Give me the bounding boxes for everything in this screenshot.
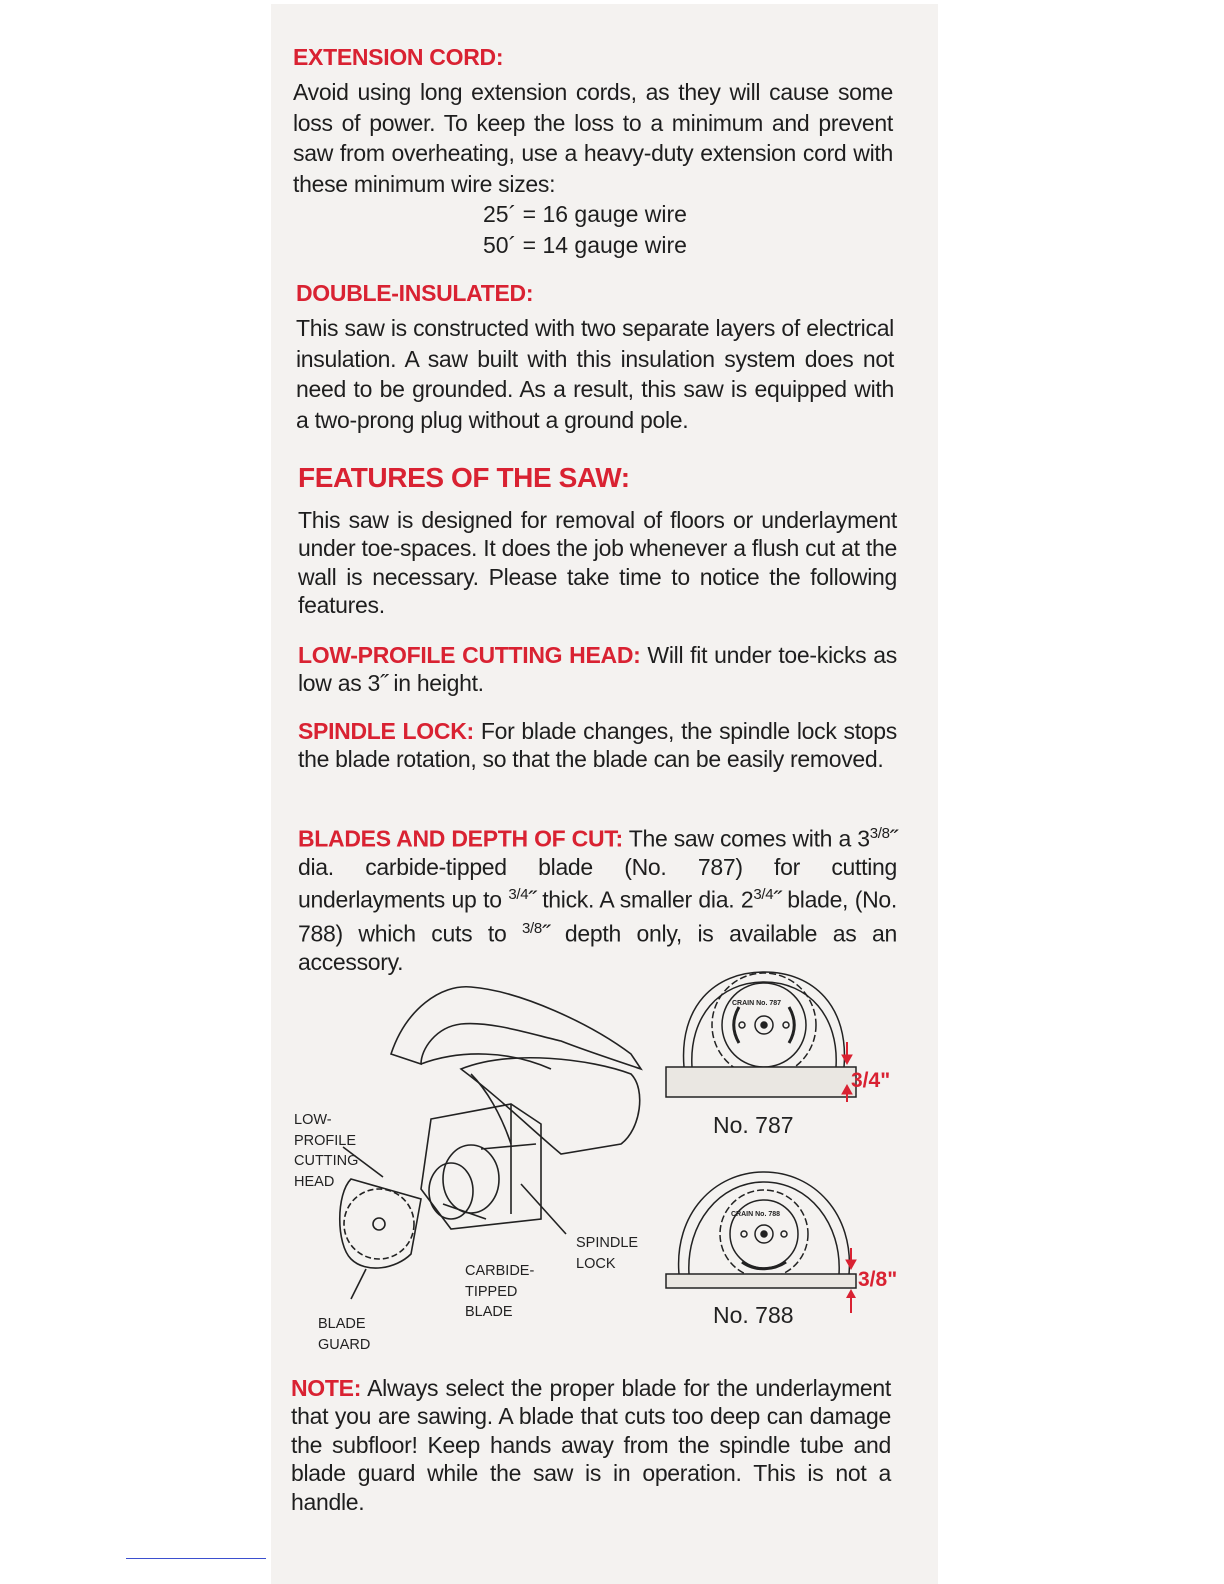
saw-motor — [461, 1058, 640, 1154]
manual-page — [271, 4, 938, 1584]
low-profile-section — [298, 641, 897, 698]
blades-text-2: ˝ dia. carbide-tipped blade (No. 787) for cutting underlayments up to — [298, 825, 897, 914]
fraction-3-8b: 3/8 — [522, 919, 542, 937]
low-profile-text: Will fit under toe-kicks as low as 3˝ in height. — [298, 642, 897, 697]
double-insulated-text: This saw is constructed with two separate layers of electrical insulation. A saw built with this insulation system does not need to be grounded. As a result, this saw is equipped with a two-prong plug without a ground pole. — [296, 315, 894, 433]
label-low-profile — [294, 1110, 358, 1192]
blades-section — [298, 820, 897, 976]
footer-rule — [126, 1558, 266, 1559]
saw-handle — [391, 987, 641, 1069]
spindle-lock-text: For blade changes, the spindle lock stops the blade rotation, so that the blade can be easily removed. — [298, 718, 897, 773]
fraction-3-8a: 3/8 — [869, 825, 890, 842]
blade-788-caption: No. 788 — [713, 1302, 794, 1328]
blade-788-name: CRAIN No. 788 — [731, 1211, 781, 1218]
depth-788: 3/8" — [858, 1268, 898, 1291]
double-insulated-section — [296, 280, 894, 435]
extension-cord-text: Avoid using long extension cords, as they will cause some loss of power. To keep the loss to a minimum and prevent saw from overheating, use a heavy-duty extension cord with these minimum wire sizes: — [293, 79, 893, 197]
gauge-25: 25´ = 16 gauge wire — [483, 201, 687, 228]
blades-text-5: ˝ depth only, is available as an accessory. — [298, 920, 897, 975]
fraction-3-4a: 3/4 — [508, 886, 529, 904]
label-low-profile-line4: HEAD — [294, 1173, 335, 1190]
blade-788-diagram — [664, 1164, 864, 1294]
features-section — [298, 462, 897, 620]
underlayment-788 — [666, 1274, 856, 1288]
saw-blade — [344, 1189, 414, 1259]
depth-788-up-arrow-icon — [844, 1288, 858, 1314]
blade-787-name: CRAIN No. 787 — [732, 1000, 782, 1007]
blade-787-diagram — [664, 967, 864, 1102]
blades-heading: BLADES AND DEPTH OF CUT: — [298, 825, 623, 852]
blade-787-caption: No. 787 — [713, 1112, 794, 1138]
double-insulated-heading: DOUBLE-INSULATED: — [296, 280, 534, 306]
spindle-lock-heading: SPINDLE LOCK: — [298, 718, 474, 744]
blades-text-4: ˝ blade, (No. 788) which cuts to — [298, 887, 897, 947]
label-carbide-blade — [465, 1261, 534, 1323]
label-carbide-line1: CARBIDE- — [465, 1263, 535, 1279]
extension-cord-heading: EXTENSION CORD: — [293, 44, 504, 70]
gauge-50: 50´ = 14 gauge wire — [483, 232, 687, 259]
features-heading: FEATURES OF THE SAW: — [298, 462, 630, 493]
underlayment-787 — [666, 1067, 856, 1097]
note-heading: NOTE: — [291, 1375, 362, 1401]
label-blade-guard — [318, 1314, 370, 1355]
label-guard-line2: GUARD — [318, 1336, 371, 1353]
label-low-profile-line3: CUTTING — [294, 1153, 359, 1169]
label-carbide-line3: BLADE — [465, 1304, 513, 1320]
label-spindle-line1: SPINDLE — [576, 1235, 639, 1251]
extension-cord-section — [293, 44, 893, 261]
label-low-profile-line1: LOW- — [294, 1112, 332, 1128]
low-profile-heading: LOW-PROFILE CUTTING HEAD: — [298, 642, 641, 668]
blades-text-1: The saw comes with a 3 — [628, 825, 870, 852]
note-section — [291, 1374, 891, 1516]
depth-787: 3/4" — [851, 1069, 891, 1092]
spindle-lock-section — [298, 717, 897, 774]
features-text: This saw is designed for removal of floors or underlayment under toe-spaces. It does the job whenever a flush cut at the wall is necessary. Please take time to notice the following features. — [298, 507, 897, 619]
label-guard-line1: BLADE — [318, 1316, 366, 1332]
label-spindle-line2: LOCK — [576, 1255, 616, 1272]
fraction-3-4b: 3/4 — [753, 886, 774, 904]
label-carbide-line2: TIPPED — [465, 1283, 518, 1300]
note-text: Always select the proper blade for the underlayment that you are sawing. A blade that cuts too deep can damage the subfloor! Keep hands away from the spindle tube and blade guard while the saw is in operation. This is not a handle. — [291, 1375, 891, 1515]
blades-text-3: ˝ thick. A smaller dia. 2 — [528, 887, 754, 914]
label-low-profile-line2: PROFILE — [294, 1132, 357, 1149]
saw-guard — [340, 1179, 421, 1268]
label-spindle-lock — [576, 1233, 638, 1274]
